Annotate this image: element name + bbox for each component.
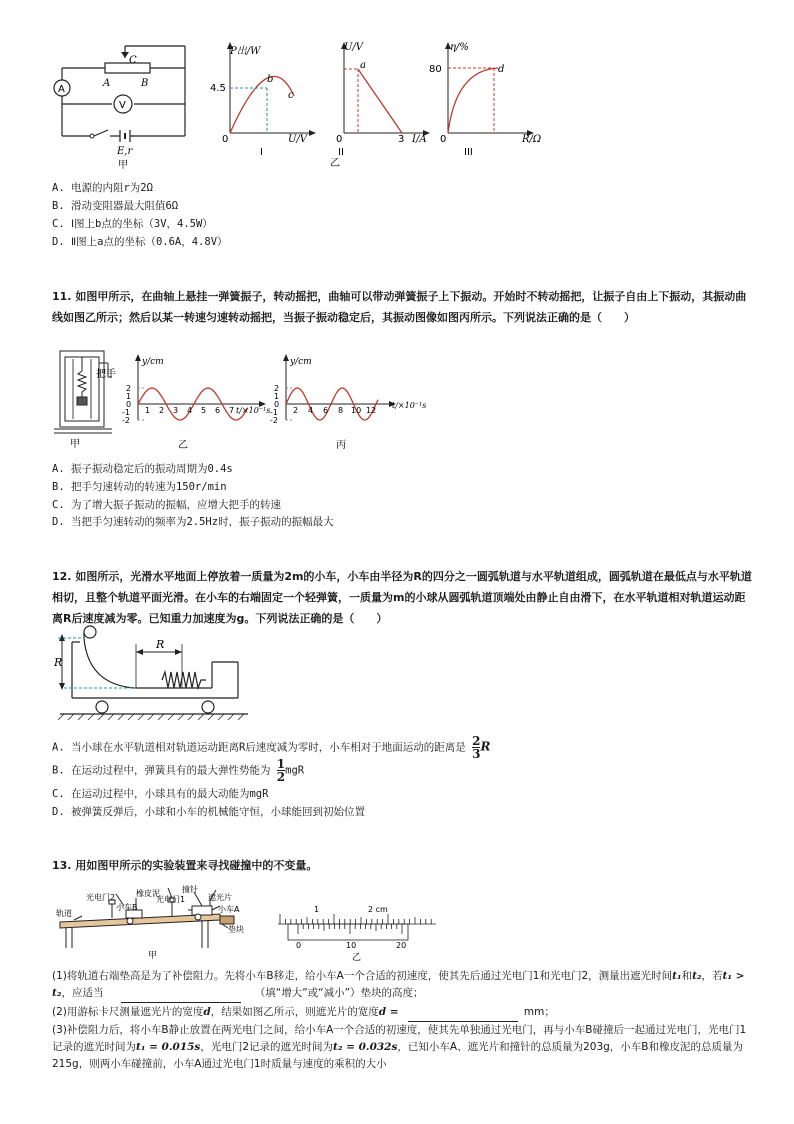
q13-part1-t1: t₁ bbox=[672, 970, 682, 982]
q12-stem: 12. 如图所示，光滑水平地面上停放着一质量为2m的小车，小车由半径为R的四分之一圆弧轨道与水平轨道组成，圆弧轨道在最低点与水平轨道相切，且整个轨道平面光滑。在小车的右端固定一个轻弹簧，一质量为m的小球从圆弧轨道顶端处由静止自由滑下，在水平轨道相对轨道运动距离R后速度减为零。已知重力加速度为g。下列说法正确的是（ ） bbox=[52, 570, 752, 625]
main-scale-ticks bbox=[280, 914, 431, 924]
label-block: 垫块 bbox=[228, 925, 244, 934]
q11-caption-yi: 乙 bbox=[178, 440, 188, 451]
label-gate2: 光电门2 bbox=[86, 893, 116, 902]
q13-part2-eq: d = bbox=[378, 1006, 399, 1018]
q13-part2-text-b: ，结果如图乙所示，则遮光片的宽度 bbox=[210, 1006, 379, 1018]
yi-ytick-m2: -2 bbox=[122, 416, 130, 425]
bing-ytick-2: 2 bbox=[274, 384, 280, 393]
q13-part3-text-c: ，已知小车A、遮光片和撞针的总质量为203g，小车B和橡皮泥的总质量为215g，则两小车碰撞前，小车A通过光电门1时质量与速度的乘积的大小 bbox=[52, 1041, 743, 1070]
q10-option-d: D. Ⅱ图上a点的坐标（0.6A，4.8V） bbox=[52, 236, 228, 248]
graph1-origin: 0 bbox=[222, 134, 229, 145]
voltmeter-label: V bbox=[119, 100, 126, 111]
graph2-point-a: a bbox=[360, 60, 366, 71]
slider-arrow-icon bbox=[121, 52, 129, 58]
wheel-left-icon bbox=[96, 701, 108, 713]
wheel-right-icon bbox=[202, 701, 214, 713]
graph2-origin: 0 bbox=[336, 134, 343, 145]
q13-part1-text-d: （填“增大”或“减小”）垫块的高度； bbox=[254, 987, 424, 999]
q13-caption-yi: 乙 bbox=[352, 953, 362, 963]
q12-option-a-text: A. 当小球在水平轨道相对轨道运动距离R后速度减为零时，小车相对于地面运动的距离是 bbox=[52, 741, 466, 754]
q13-part3-t2: t₂ = 0.032s bbox=[333, 1041, 398, 1053]
graph-power-vs-voltage bbox=[210, 38, 322, 158]
q13-part1-text-a: (1)将轨道右端垫高是为了补偿阻力。先将小车B移走，给小车A一个合适的初速度，使其先后通过光电门1和光电门2，测量出遮光时间 bbox=[52, 970, 673, 982]
cart-b-wheel-icon bbox=[127, 918, 133, 924]
q13-part1-t2: t₂ bbox=[692, 970, 702, 982]
q13-part3-text-b: ，光电门2记录的遮光时间为 bbox=[200, 1041, 334, 1053]
graph1-point-c: c bbox=[288, 90, 294, 101]
circuit-diagram bbox=[50, 38, 210, 170]
bing-xtick-6: 6 bbox=[323, 406, 329, 415]
q12-option-a bbox=[52, 735, 490, 760]
graph-efficiency-vs-resistance bbox=[420, 38, 550, 158]
vernier-tick-10: 10 bbox=[346, 941, 357, 950]
yi-ytick-1: 1 bbox=[126, 392, 132, 401]
label-shade: 遮光片 bbox=[208, 893, 232, 902]
q13-part3-text-a: (3)补偿阻力后，将小车B静止放置在两光电门之间，给小车A一个合适的初速度，使其先单独通过光电门，再与小车B碰撞后一起通过光电门，光电门1记录的遮光时间为 bbox=[52, 1024, 747, 1053]
bing-xlabel: t/×10⁻¹s bbox=[392, 401, 427, 410]
q12-option-a-var: R bbox=[480, 739, 491, 754]
q11-stem: 11. 如图甲所示，在曲轴上悬挂一弹簧振子，转动摇把，曲轴可以带动弹簧振子上下振动。开始时不转动摇把，让振子自由上下振动，其振动曲线如图乙所示；然后以某一转速匀速转动摇把，当振子振动稳定后，其振动图像如图丙所示。下列说法正确的是（ ） bbox=[52, 290, 747, 324]
yi-xtick-6: 6 bbox=[215, 406, 221, 415]
label-striker: 撞针 bbox=[182, 885, 198, 894]
yi-ytick-m1: -1 bbox=[122, 408, 130, 417]
q11-graph-bing bbox=[268, 350, 438, 452]
ball-icon bbox=[84, 626, 96, 638]
label-cart-b: 小车B bbox=[116, 903, 138, 912]
yi-ylabel: y/cm bbox=[142, 357, 164, 367]
q12-option-b-den: 2 bbox=[276, 770, 286, 784]
bing-ytick-1: 1 bbox=[274, 392, 280, 401]
q13-part3-t1: t₁ = 0.015s bbox=[136, 1041, 201, 1053]
bing-xtick-10: 10 bbox=[351, 406, 362, 415]
source-label: E,r bbox=[117, 146, 133, 157]
yi-xtick-5: 5 bbox=[201, 406, 207, 415]
q12-option-b-post: mgR bbox=[285, 764, 305, 777]
q12-option-a-num: 2 bbox=[472, 734, 481, 748]
yi-xtick-7: 7 bbox=[229, 406, 235, 415]
graph1-ylabel: P出/W bbox=[230, 46, 261, 57]
q11-option-d: D. 当把手匀速转动的频率为2.5Hz时，振子振动的振幅最大 bbox=[52, 516, 334, 528]
yi-xtick-3: 3 bbox=[173, 406, 179, 415]
q12-option-b-text: B. 在运动过程中，弹簧具有的最大弹性势能为 bbox=[52, 764, 271, 777]
yi-ytick-0: 0 bbox=[126, 400, 132, 409]
graph2-roman: II bbox=[338, 147, 344, 158]
q12-option-a-den: 3 bbox=[472, 747, 481, 761]
label-gate1: 光电门1 bbox=[156, 895, 186, 904]
yi-xtick-1: 1 bbox=[145, 406, 151, 415]
yi-xtick-4: 4 bbox=[187, 406, 193, 415]
q10-option-a: A. 电源的内阻r为2Ω bbox=[52, 182, 153, 194]
q13-part2-text-a: (2)用游标卡尺测量遮光片的宽度 bbox=[52, 1006, 204, 1018]
graph1-point-b: b bbox=[267, 74, 274, 85]
q13-part1-text-c: ，应适当 bbox=[61, 987, 104, 999]
q13-part1 bbox=[52, 968, 752, 1003]
q11-option-a: A. 振子振动稳定后的振动周期为0.4s bbox=[52, 463, 233, 475]
graph3-roman: III bbox=[464, 147, 473, 158]
yi-xtick-2: 2 bbox=[159, 406, 165, 415]
label-track: 轨道 bbox=[56, 909, 72, 918]
cart-a-wheel-icon bbox=[195, 914, 201, 920]
graph3-ytick: 80 bbox=[429, 64, 442, 75]
handle-label: 把手 bbox=[96, 369, 116, 380]
rheostat-slider-c: C bbox=[129, 55, 137, 66]
q13-part1-answer-blank[interactable] bbox=[121, 985, 241, 1003]
graph1-xlabel: U/V bbox=[288, 134, 308, 145]
q11-caption-bing: 丙 bbox=[336, 440, 346, 451]
vernier-tick-0: 0 bbox=[296, 941, 302, 950]
bing-xtick-12: 12 bbox=[366, 406, 377, 415]
q11-option-c: C. 为了增大振子振动的振幅，应增大把手的转速 bbox=[52, 499, 281, 511]
q13-track-apparatus bbox=[52, 876, 252, 962]
caption-jia: 甲 bbox=[118, 160, 128, 171]
bing-ylabel: y/cm bbox=[290, 357, 312, 367]
label-cart-a: 小车A bbox=[218, 905, 240, 914]
q13-stem: 13. 用如图甲所示的实验装置来寻找碰撞中的不变量。 bbox=[52, 859, 318, 872]
switch-icon bbox=[90, 134, 94, 138]
q13-part1-text-b: ，若 bbox=[701, 970, 723, 982]
bing-ytick-m1: -1 bbox=[270, 408, 278, 417]
q12-cart-diagram bbox=[52, 622, 252, 724]
q12-option-d: D. 被弹簧反弹后，小球和小车的机械能守恒，小球能回到初始位置 bbox=[52, 806, 365, 818]
label-rubber: 橡皮泥 bbox=[136, 889, 160, 898]
graph3-xlabel: R/Ω bbox=[522, 134, 542, 145]
bing-ytick-m2: -2 bbox=[270, 416, 278, 425]
graph3-origin: 0 bbox=[440, 134, 447, 145]
graph-voltage-vs-current bbox=[330, 38, 434, 169]
q13-part2-unit: mm； bbox=[523, 1006, 555, 1018]
graph3-point-d: d bbox=[498, 64, 505, 75]
graph2-ylabel: U/V bbox=[344, 42, 364, 53]
main-tick-1: 1 bbox=[314, 905, 320, 914]
q12-option-b bbox=[52, 758, 304, 783]
q13-part2-d: d bbox=[203, 1006, 211, 1018]
ammeter-label: A bbox=[58, 84, 65, 95]
graph1-roman: I bbox=[260, 147, 263, 158]
q13-part1-and: 和 bbox=[681, 970, 693, 982]
voltage-line bbox=[358, 69, 402, 133]
q11-caption-jia: 甲 bbox=[70, 439, 80, 450]
q13-part2-answer-blank[interactable] bbox=[408, 1004, 518, 1022]
label-r-distance: R bbox=[156, 638, 165, 651]
q11-option-b: B. 把手匀速转动的转速为150r/min bbox=[52, 481, 227, 493]
graph1-ytick: 4.5 bbox=[210, 83, 226, 94]
rheostat-end-b: B bbox=[141, 78, 149, 89]
label-r-height: R bbox=[54, 656, 63, 669]
graph2-xtick: 3 bbox=[398, 134, 405, 145]
caption-yi-q10: 乙 bbox=[330, 158, 340, 169]
graph2-xlabel: I/A bbox=[412, 134, 427, 145]
bing-xtick-8: 8 bbox=[338, 406, 344, 415]
rheostat-end-a: A bbox=[103, 78, 111, 89]
bing-xtick-4: 4 bbox=[308, 406, 314, 415]
vernier-tick-20: 20 bbox=[396, 941, 407, 950]
q12-option-c: C. 在运动过程中，小球具有的最大动能为mgR bbox=[52, 788, 269, 800]
q12-option-b-num: 1 bbox=[276, 757, 286, 771]
q11-graph-yi bbox=[120, 350, 270, 452]
q13-part3 bbox=[52, 1022, 752, 1073]
q13-part1-inequality: t₁ > t₂ bbox=[52, 970, 745, 999]
main-tick-2cm: 2 cm bbox=[368, 905, 388, 914]
graph3-ylabel: η/% bbox=[450, 42, 469, 53]
bing-xtick-2: 2 bbox=[293, 406, 299, 415]
bing-ytick-0: 0 bbox=[274, 400, 280, 409]
q10-option-b: B. 滑动变阻器最大阻值6Ω bbox=[52, 200, 179, 212]
q10-option-c: C. Ⅰ图上b点的坐标（3V，4.5W） bbox=[52, 218, 213, 230]
yi-ytick-2: 2 bbox=[126, 384, 132, 393]
q13-caption-jia: 甲 bbox=[148, 951, 158, 961]
q11-apparatus bbox=[52, 345, 124, 450]
power-curve bbox=[230, 76, 294, 133]
q13-part2 bbox=[52, 1004, 752, 1022]
yi-xlabel: t/×10⁻¹s bbox=[236, 406, 271, 415]
efficiency-curve bbox=[448, 68, 498, 133]
q13-vernier-caliper bbox=[272, 900, 442, 962]
